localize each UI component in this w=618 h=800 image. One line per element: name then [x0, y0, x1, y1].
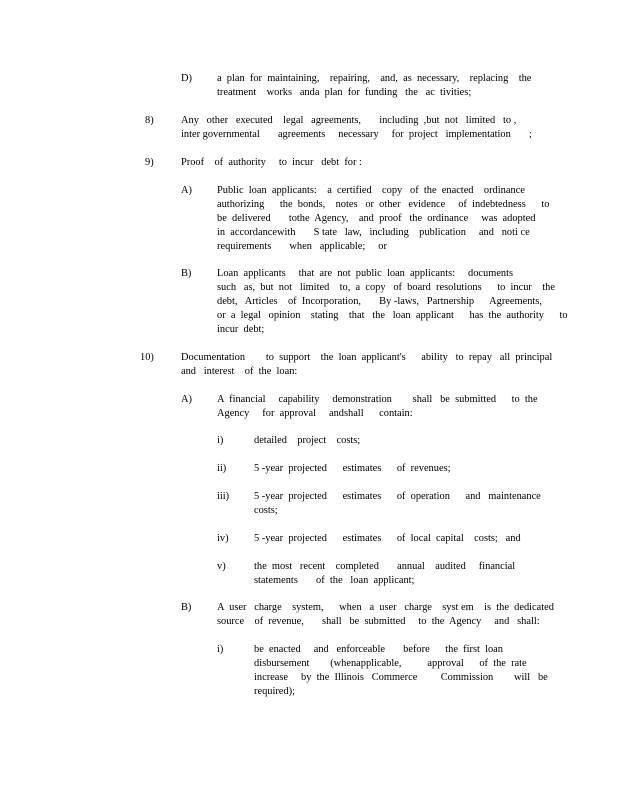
item-10b-i-label: i) — [217, 644, 224, 655]
item-9b-label: B) — [181, 268, 192, 279]
item-10a-iv-label: iv) — [217, 533, 229, 544]
item-9b-line-4: or a legal opinion stating that the loan applicant has the authority to — [217, 310, 568, 321]
item-9a-line-3: be delivered tothe Agency, and proof the ordinance was adopted — [217, 213, 536, 224]
item-10a-label: A) — [181, 394, 192, 405]
item-10b-line-1: A user charge system, when a user charge syst em is the dedicated — [217, 602, 554, 613]
item-9a-label: A) — [181, 185, 192, 196]
item-10a-v-label: v) — [217, 561, 226, 572]
item-9b-line-1: Loan applicants that are not public loan applicants: documents — [217, 268, 514, 279]
item-10a-i-line-1: detailed project costs; — [254, 435, 361, 446]
item-10b-i-line-2: disbursement (whenapplicable, approval of the rate — [254, 658, 527, 669]
item-10a-v-line-1: the most recent completed annual audited financial — [254, 561, 516, 572]
item-9-line-1: Proof of authority to incur debt for : — [181, 157, 362, 168]
item-8-line-1: Any other executed legal agreements, including ,but not limited to , — [181, 115, 517, 126]
item-10b-i-line-3: increase by the Illinois Commerce Commission will be — [254, 672, 548, 683]
item-10a-line-2: Agency for approval andshall contain: — [217, 408, 413, 419]
item-10b-label: B) — [181, 602, 192, 613]
item-8-label: 8) — [145, 115, 154, 126]
item-10b-i-line-4: required); — [254, 686, 295, 697]
item-10a-iii-line-1: 5 -year projected estimates of operation and maintenance — [254, 491, 541, 502]
item-9a-line-1: Public loan applicants: a certified copy of the enacted ordinance — [217, 185, 525, 196]
item-10-line-1: Documentation to support the loan applicant's ability to repay all principal — [181, 352, 553, 363]
item-9b-line-2: such as, but not limited to, a copy of board resolutions to incur the — [217, 282, 555, 293]
item-d-label: D) — [181, 73, 192, 84]
item-10a-iv-line-1: 5 -year projected estimates of local capital costs; and — [254, 533, 521, 544]
item-9a-line-4: in accordancewith S tate law, including publication and noti ce — [217, 227, 530, 238]
item-10a-iii-label: iii) — [217, 491, 230, 502]
item-10-line-2: and interest of the loan: — [181, 366, 298, 377]
item-10a-iii-line-2: costs; — [254, 505, 278, 516]
item-10a-v-line-2: statements of the loan applicant; — [254, 575, 415, 586]
item-d-line-1: a plan for maintaining, repairing, and, as necessary, replacing the — [217, 73, 532, 84]
item-9a-line-2: authorizing the bonds, notes or other evidence of indebtedness to — [217, 199, 550, 210]
item-10b-i-line-1: be enacted and enforceable before the first loan — [254, 644, 503, 655]
item-10b-line-2: source of revenue, shall be submitted to the Agency and shall: — [217, 616, 540, 627]
item-10a-i-label: i) — [217, 435, 224, 446]
item-10-label: 10) — [140, 352, 154, 363]
item-10a-ii-label: ii) — [217, 463, 227, 474]
item-10a-line-1: A financial capability demonstration shall be submitted to the — [217, 394, 538, 405]
item-d-line-2: treatment works anda plan for funding the ac tivities; — [217, 87, 472, 98]
item-9b-line-3: debt, Articles of Incorporation, By -laws, Partnership Agreements, — [217, 296, 542, 307]
item-9-label: 9) — [145, 157, 154, 168]
item-9a-line-5: requirements when applicable; or — [217, 241, 387, 252]
item-10a-ii-line-1: 5 -year projected estimates of revenues; — [254, 463, 451, 474]
item-9b-line-5: incur debt; — [217, 324, 265, 335]
item-8-line-2: inter governmental agreements necessary for project implementation ; — [181, 129, 532, 140]
